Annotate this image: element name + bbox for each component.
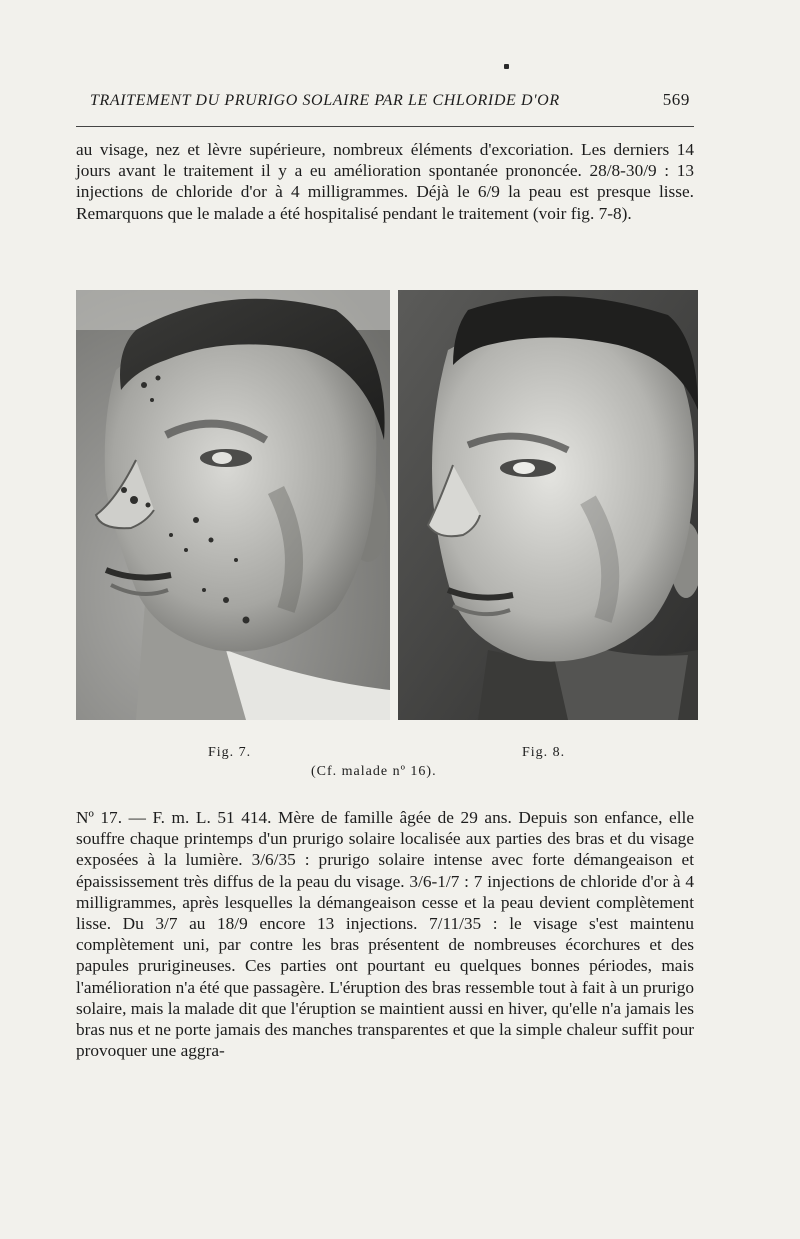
case-17-paragraph: Nº 17. — F. m. L. 51 414. Mère de famille âgée de 29 ans. Depuis son enfance, elle souffre chaque printemps d'un prurigo solaire localisée aux parties des bras et du visage exposées à la lumière. 3/6/35 : prurigo solaire intense avec forte démangeaison et épaississement très diffus de la peau du visage. 3/6-1/7 : 7 injections de chloride d'or à 4 milligrammes, après lesquelles la démangeaison cesse et la peau devient complètement lisse. Du 3/7 au 18/9 encore 13 injections. 7/11/35 : le visage s'est maintenu complètement uni, par contre les bras présentent de nombreuses écorchures et des papules prurigineuses. Ces parties ont pourtant eu quelques bonnes périodes, mais l'amélioration n'a été que passagère. L'éruption des bras ressemble tout à fait à un prurigo solaire, mais la malade dit que l'éruption se maintient aussi en hiver, qu'elle n'a jamais les bras nus et ne porte jamais des manches transparentes et que la simple chaleur suffit pour provoquer une aggra-: [76, 808, 694, 1061]
fig-8-caption: Fig. 8.: [522, 745, 566, 760]
print-mark: [504, 64, 509, 69]
figure-plate: [76, 290, 698, 722]
fig-8-portrait-image: [398, 290, 698, 720]
fig-7-caption: Fig. 7.: [208, 745, 252, 760]
fig-7-portrait-image: [76, 290, 390, 720]
header-rule: [76, 126, 694, 127]
running-header: [90, 88, 690, 118]
fig-7-photo: [76, 290, 390, 720]
fig-8-photo: [398, 290, 698, 720]
running-title: TRAITEMENT DU PRURIGO SOLAIRE PAR LE CHLORIDE D'OR: [90, 92, 560, 109]
page-number: 569: [662, 90, 690, 109]
figure-cross-reference: (Cf. malade nº 16).: [311, 764, 437, 779]
paragraph-continuation: au visage, nez et lèvre supérieure, nombreux éléments d'excoriation. Les derniers 14 jours avant le traitement il y a eu amélioration spontanée prononcée. 28/8-30/9 : 13 injections de chloride d'or à 4 milligrammes. Déjà le 6/9 la peau est presque lisse. Remarquons que le malade a été hospitalisé pendant le traitement (voir fig. 7-8).: [76, 140, 694, 223]
